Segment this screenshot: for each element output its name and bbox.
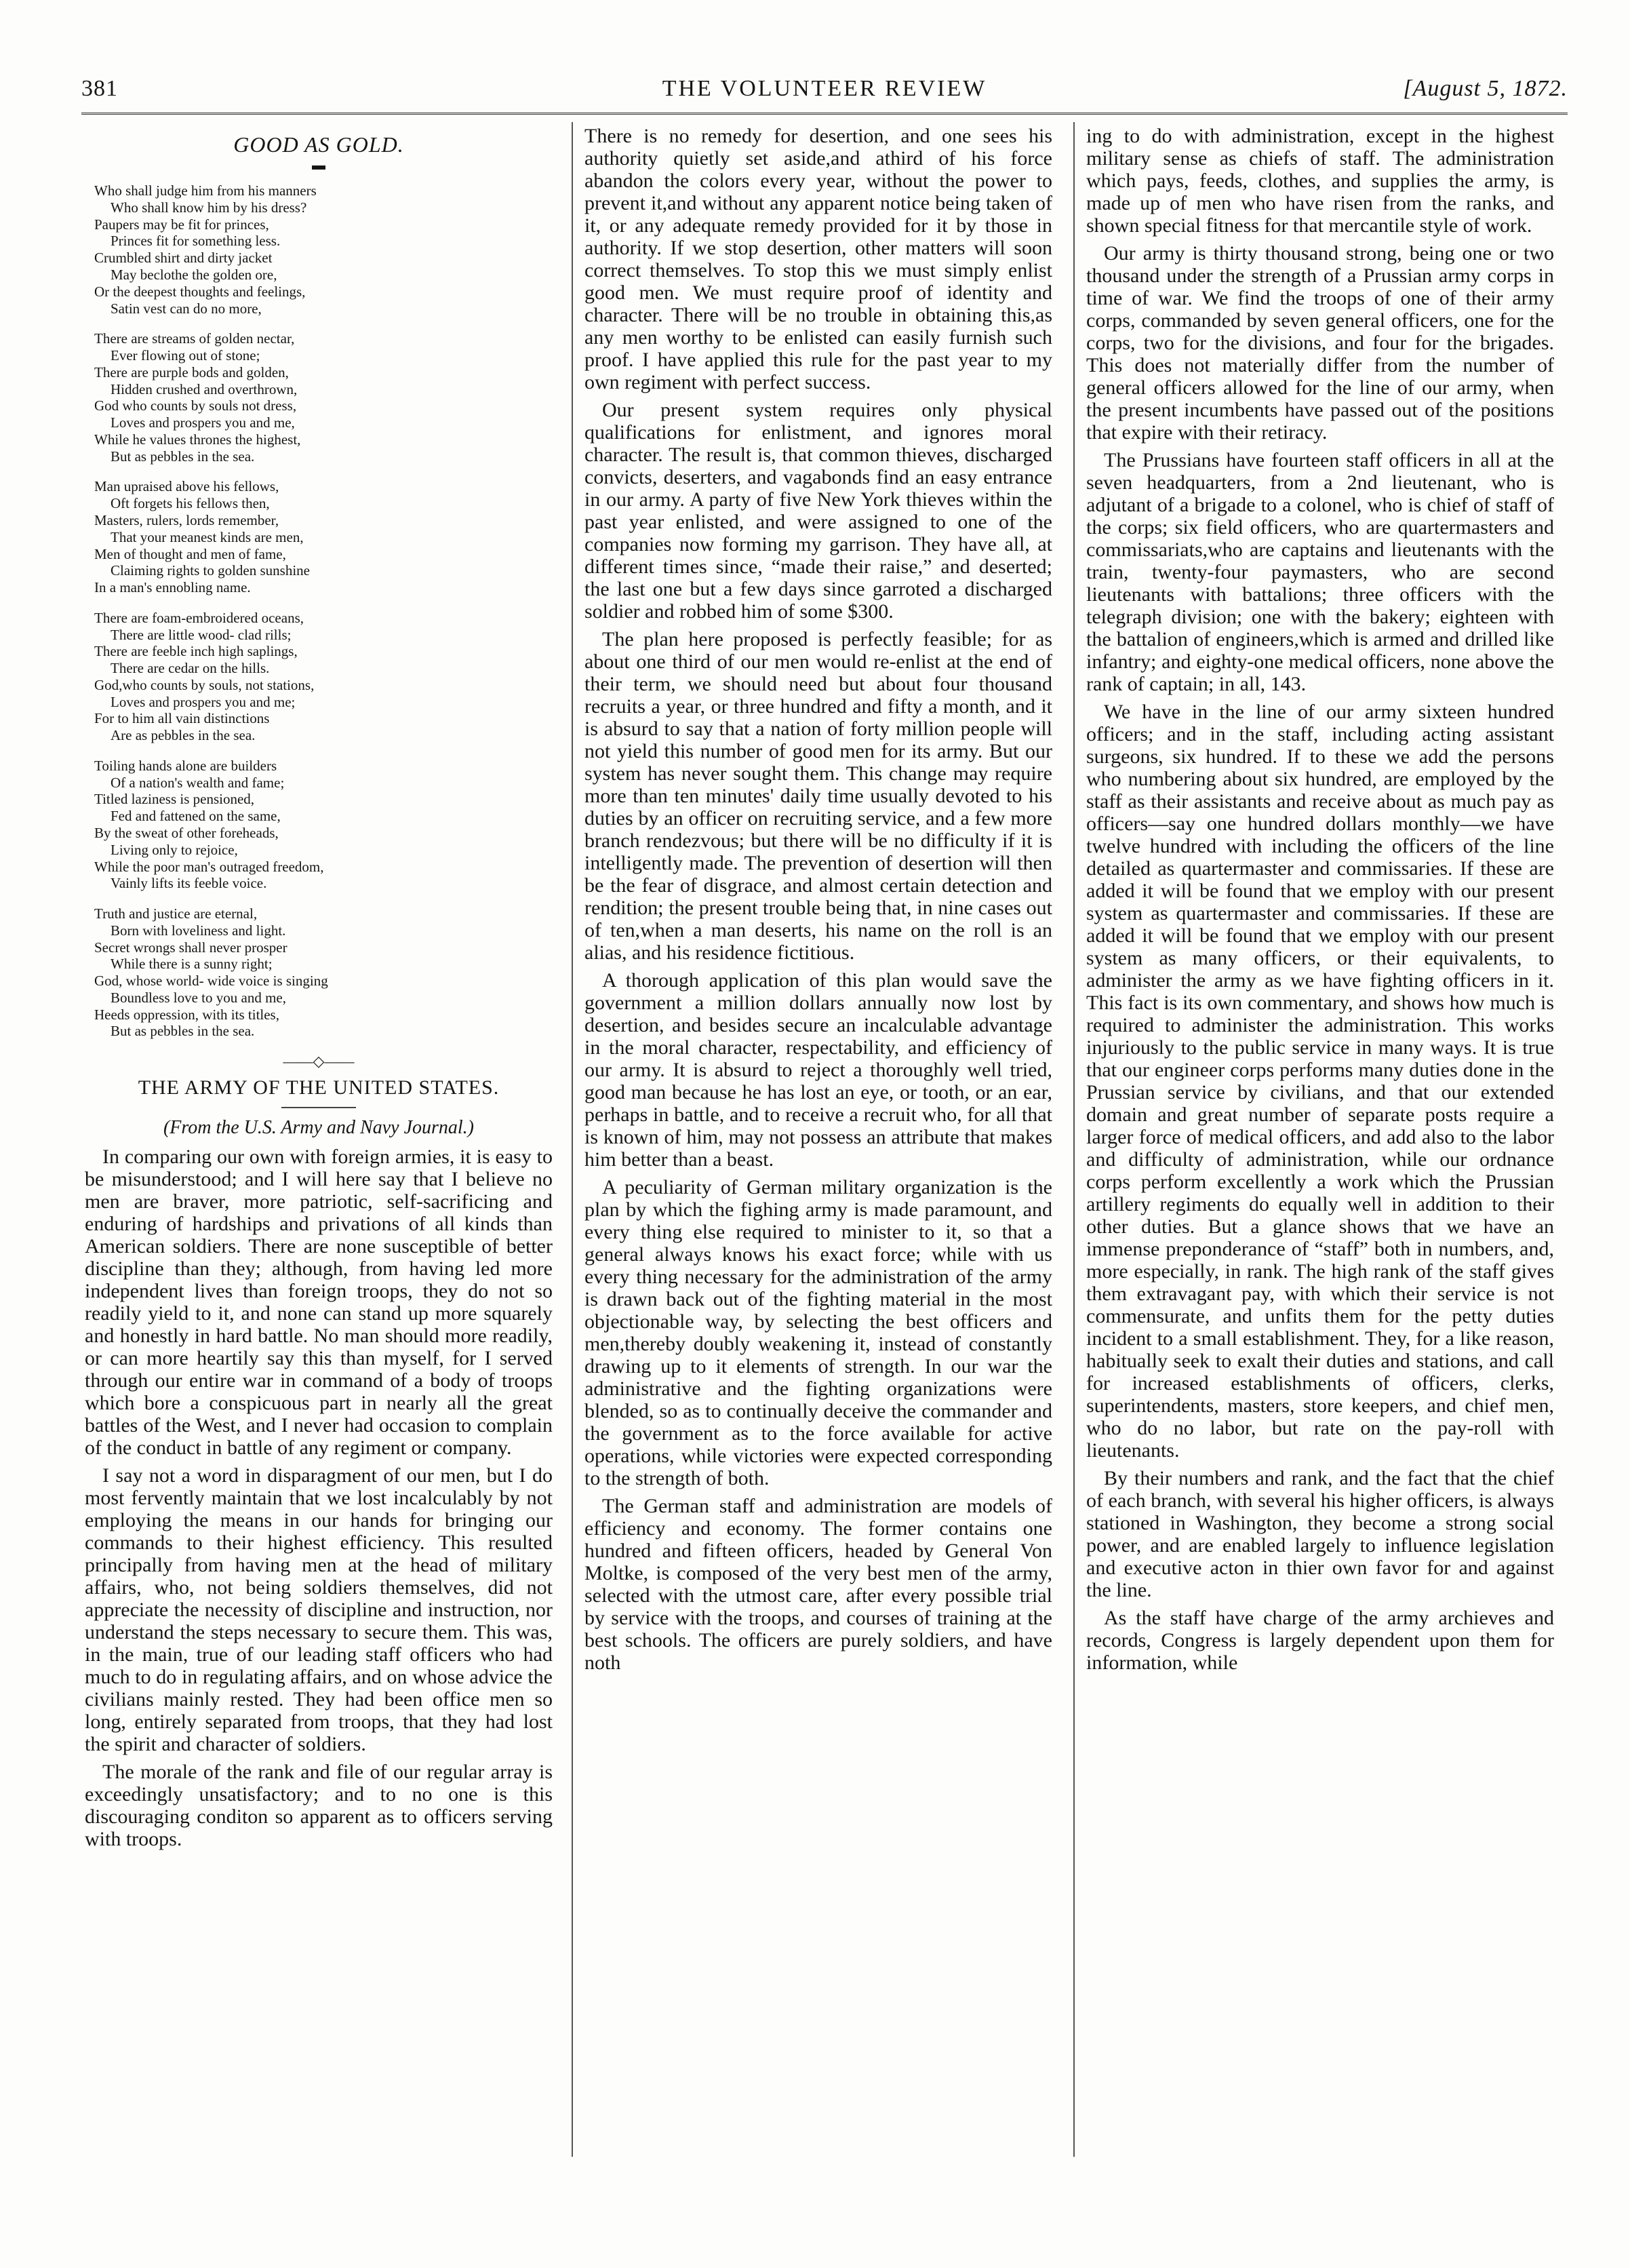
poem-line: Men of thought and men of fame, [94, 545, 286, 562]
article-paragraph: In comparing our own with foreign armies, it is easy to be misunderstood; and I will here say that I believe no men are braver, more patriotic, self-sacrificing and enduring of hardships and privations of all kinds than American soldiers. There are none susceptible of better discipline than they; although, from having led more independent lives than foreign troops, they do not so readily yield to it, and none can stand up more squarely and honestly in hard battle. No man should more readily, or can more heartily say this than myself, for I served through our entire war in command of a body of troops which bore a conspicuous part in nearly all the great battles of the West, and I never had occasion to complain of the conduct in battle of any regiment or company. [85, 1146, 553, 1460]
poem-line: Crumbled shirt and dirty jacket [94, 250, 273, 267]
article-paragraph: A peculiarity of German military organization is the plan by which the fighing army is made paramount, and every thing else required to minister to it, so that a general always knows his exact force; while with us every thing necessary for the administration of the army is drawn back out of the fighting material in the most objectionable way, by selecting the best officers and men,thereby doubly weakening it, instead of constantly drawing up to it elements of strength. In our war the administrative and the fighting organizations were blended, so as to continually deceive the commander and the government as to the force available for active operations, while victories were expected corresponding to the strength of both. [584, 1176, 1052, 1489]
poem-line: Fed and fattened on the same, [111, 808, 281, 825]
poem-line: Boundless love to you and me, [111, 989, 286, 1006]
poem-line: Princes fit for something less. [111, 233, 281, 250]
poem-stanza [94, 182, 553, 317]
poem-body [94, 182, 553, 1040]
poem-line: Ever flowing out of stone; [111, 347, 260, 364]
poem-line: God,who counts by souls, not stations, [94, 676, 315, 693]
article-paragraph: Our army is thirty thousand strong, being one or two thousand under the strength of a Prussian army corps in time of war. We find the troops of one of their army corps, commanded by seven general officers, one for the corps, two for the divisions, and four for the brigades. This does not materially differ from the number of general officers allowed for the line of our army, when the present incumbents have passed out of the positions that expire with their retiracy. [1086, 242, 1554, 444]
poem-line: While the poor man's outraged freedom, [94, 858, 324, 875]
poem-line: Masters, rulers, lords remember, [94, 511, 279, 528]
poem-line: Claiming rights to golden sunshine [111, 562, 310, 579]
poem-line: But as pebbles in the sea. [111, 1023, 255, 1040]
poem-line: Titled laziness is pensioned, [94, 791, 255, 808]
article-paragraph: Our present system requires only physical qualifications for enlistment, and ignores moral character. The result is, that common thieves, discharged convicts, deserters, and vagabonds find an easy entrance in our army. A party of five New York thieves within the past year enlisted, and were assigned to one of the companies now forming my garrison. They have all, at different times since, “made their raise,” and deserted; the last one but a few days since garroted a discharged soldier and robbed him of some $300. [584, 399, 1052, 623]
poem-line: Loves and prospers you and me; [111, 693, 296, 710]
poem-line: There are purple bods and golden, [94, 364, 289, 380]
article-paragraph: The morale of the rank and file of our regular array is exceedingly unsatisfactory; and to no one is this discouraging conditon so apparent as to officers serving with troops. [85, 1761, 553, 1851]
poem-line: Man upraised above his fellows, [94, 478, 279, 495]
column-1-text [85, 1146, 553, 1850]
column-divider [572, 122, 573, 2157]
poem-line: Hidden crushed and overthrown, [111, 380, 298, 397]
column-3 [1086, 125, 1554, 2164]
title-ornament: ▬ [312, 158, 325, 174]
poem-line: There are cedar on the hills. [111, 660, 270, 677]
article-paragraph: The German staff and administration are models of efficiency and economy. The former contains one hundred and fifteen officers, headed by General Von Moltke, is composed of the very best men of the army, selected with the utmost care, after every possible trial by service with the troops, and courses of training at the best schools. The officers are purely soldiers, and have noth [584, 1495, 1052, 1674]
poem-line: Born with loveliness and light. [111, 922, 286, 939]
article-source: (From the U.S. Army and Navy Journal.) [163, 1117, 475, 1139]
poem-line: Heeds oppression, with its titles, [94, 1006, 279, 1023]
poem-stanza [94, 478, 553, 595]
poem-stanza [94, 758, 553, 892]
article-paragraph: As the staff have charge of the army archieves and records, Congress is largely dependent upon them for information, while [1086, 1607, 1554, 1674]
poem-line: In a man's ennobling name. [94, 579, 251, 596]
article-title: THE ARMY OF THE UNITED STATES. [138, 1076, 500, 1099]
poem-stanza [94, 905, 553, 1040]
title-rule [281, 1107, 356, 1108]
poem-line: Of a nation's wealth and fame; [111, 774, 285, 791]
poem-line: Oft forgets his fellows then, [111, 495, 270, 512]
header-rule [81, 113, 1568, 115]
poem-line: For to him all vain distinctions [94, 710, 270, 727]
poem-line: God who counts by souls not dress, [94, 397, 297, 414]
poem-line: Who shall know him by his dress? [111, 199, 307, 216]
poem-line: There are little wood- clad rills; [111, 626, 292, 643]
article-paragraph: By their numbers and rank, and the fact that the chief of each branch, with several his higher officers, is always stationed in Washington, they become a strong social power, and are enabled largely to influence legislation and executive acton in thier own favor for and against the line. [1086, 1467, 1554, 1601]
poem-line: Truth and justice are eternal, [94, 905, 258, 922]
poem-line: Paupers may be fit for princes, [94, 216, 269, 233]
poem-line: Living only to rejoice, [111, 841, 238, 858]
poem-line: While there is a sunny right; [111, 956, 273, 973]
poem-line: Are as pebbles in the sea. [111, 727, 256, 744]
article-paragraph: There is no remedy for desertion, and one sees his authority quietly set aside,and athird of his force abandon the colors every year, without the power to prevent it,and without any apparent notice being taken of it, or any adequate remedy provided for it by those in authority. If we stop desertion, other matters will soon correct themselves. To stop this we must simply enlist good men. We must require proof of identity and character. There will be no trouble in obtaining this,as any men worthy to be enlisted can easily furnish such proof. I have applied this rule for the past year to my own regiment with perfect success. [584, 125, 1052, 393]
page-header [81, 76, 1568, 109]
column-1 [85, 125, 553, 2164]
article-paragraph: We have in the line of our army sixteen hundred officers; and in the staff, including acting assistant surgeons, six hundred. If to these we add the persons who numbering about six hundred, are employed by the staff as their assistants and receive about as much pay as officers—say one hundred dollars monthly—we have twelve hundred with including the officers of the line detailed as quartermaster and commissaries. If these are added it will be found that we employ with our present system as quartermaster and commissaries. If these are added it will be found that we employ with our present system as many officers, or their equivalents, to administer the army as we have fighting officers in it. This fact is its own commentary, and shows how much is required to administer the administration. This works injuriously to the public service in many ways. It is true that our engineer corps performs many duties done in the Prussian service by civilians, and that our extended domain and great number of separate posts require a larger force of medical officers, and add also to the labor and difficulty of administration, while our ordnance corps perform excellently a work which the Prussian artillery regiments do equally well in addition to their other duties. But a glance shows that we have an immense preponderance of “staff” both in numbers, and, more especially, in rank. The high rank of the staff gives them extravagant pay, with which their service is not commensurate, and unfits them for the petty duties incident to a small establishment. They, for a like reason, habitually seek to exalt their duties and stations, and call for increased establishments of officers, clerks, superintendents, masters, store keepers, and chief men, who do no labor, but rate on the pay-roll with lieutenants. [1086, 701, 1554, 1462]
poem-line: That your meanest kinds are men, [111, 528, 304, 545]
article-paragraph: The Prussians have fourteen staff officers in all at the seven headquarters, from a 2nd lieutenant, who is adjutant of a brigade to a colonel, who is chief of staff of the corps; six field officers, who are quartermasters and commissariats,who are captains and lieutenants with the train, twenty-four paymasters, who are second lieutenants with battalions; three officers with the telegraph division; one with the bakery; eighteen with the battalion of engineers,which is armed and drilled like infantry; and eighty-one medical officers, none above the rank of captain; in all, 143. [1086, 449, 1554, 695]
column-2 [584, 125, 1052, 2164]
poem-stanza [94, 610, 553, 744]
article-paragraph: ing to do with administration, except in the highest military sense as chiefs of staff. The administration which pays, feeds, clothes, and supplies the army, is made up of men who have risen from the ranks, and shown special fitness for that mercantile style of work. [1086, 125, 1554, 237]
article-paragraph: The plan here proposed is perfectly feasible; for as about one third of our men would re-enlist at the end of their term, we should need but about four thousand recruits a year, or three hundred and fifty a month, and it is absurd to say that a nation of forty million people will not yield this number of good men for its army. But our system has never sought them. This change may require more than ten minutes' daily time usually devoted to his duties by an officer on recruiting service, and a few more branch rendezvous; but there will be no difficulty if it is intelligently made. The prevention of desertion will then be the fear of disgrace, and almost certain detection and rendition; the present trouble being that, in nine cases out of ten,when a man deserts, his name on the roll is an alias, and his residence fictitious. [584, 628, 1052, 964]
poem-line: Secret wrongs shall never prosper [94, 939, 287, 956]
column-divider [1073, 122, 1075, 2157]
poem-line: Satin vest can do no more, [111, 300, 262, 317]
poem-line: While he values thrones the highest, [94, 431, 301, 448]
poem-line: Or the deepest thoughts and feelings, [94, 283, 306, 300]
poem-line: There are feeble inch high saplings, [94, 643, 298, 660]
poem-line: Vainly lifts its feeble voice. [111, 875, 267, 892]
poem-line: There are streams of golden nectar, [94, 330, 295, 347]
poem-line: But as pebbles in the sea. [111, 448, 255, 465]
poem-line: Loves and prospers you and me, [111, 414, 295, 431]
poem-line: God, whose world- wide voice is singing [94, 973, 328, 990]
issue-date: [August 5, 1872. [1403, 76, 1568, 101]
page-number: 381 [81, 76, 118, 101]
poem-line: Who shall judge him from his manners [94, 182, 317, 199]
poem-line: Toiling hands alone are builders [94, 757, 277, 774]
section-separator: ——◇—— [283, 1053, 355, 1070]
poem-line: There are foam-embroidered oceans, [94, 609, 304, 626]
column-3-text [1086, 125, 1554, 1674]
article-paragraph: I say not a word in disparagment of our men, but I do most fervently maintain that we lost incalculably by not employing the means in our hands for bringing our commands to their highest efficiency. This resulted principally from having men at the head of military affairs, who, not being soldiers themselves, did not appreciate the necessity of discipline and instruction, nor understand the steps necessary to secure them. This was, in the main, true of our leading staff officers who had much to do in regulating affairs, and on whose advice the civilians mainly rested. They had been office men so long, entirely separated from troops, that they had lost the spirit and character of soldiers. [85, 1464, 553, 1756]
poem-title: GOOD AS GOLD. [233, 132, 404, 157]
masthead-title: THE VOLUNTEER REVIEW [662, 76, 987, 101]
article-paragraph: A thorough application of this plan would save the government a million dollars annually now lost by desertion, and besides secure an incalculable advantage in the moral character, respectability, and efficiency of our army. It is absurd to reject a thoroughly well tried, good man because he has lost an eye, or tooth, or an ear, perhaps in battle, and to receive a recruit who, for all that is known of him, may not possess an attribute that makes him better than a beast. [584, 969, 1052, 1171]
column-2-text [584, 125, 1052, 1674]
poem-line: May beclothe the golden ore, [111, 267, 277, 284]
poem-stanza [94, 330, 553, 465]
poem-line: By the sweat of other foreheads, [94, 824, 279, 841]
